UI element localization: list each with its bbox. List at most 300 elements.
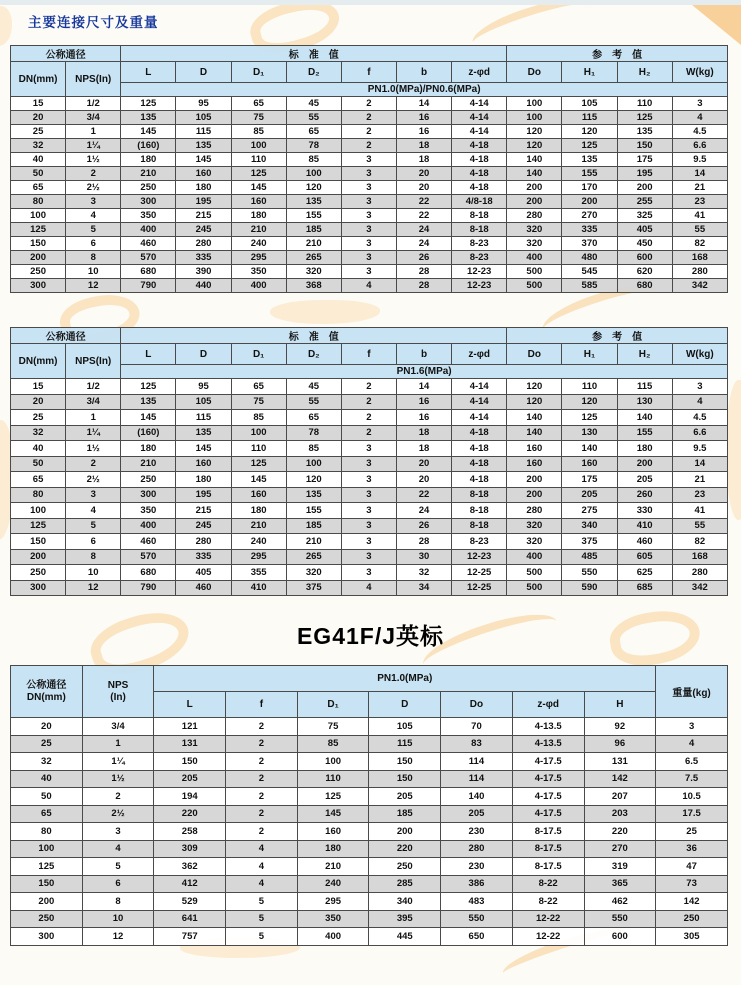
table-cell: 120 [562,394,617,410]
table-cell: 14 [396,379,451,395]
table-cell: 140 [441,788,513,806]
table-cell: 12 [66,279,121,293]
table-cell: 120 [286,472,341,488]
table-cell: 140 [617,410,672,426]
table-cell: 2 [341,97,396,111]
table-cell: 12 [82,928,154,946]
table-cell: 295 [297,893,369,911]
table-cell: 4-14 [452,394,507,410]
table-cell: 12-25 [452,565,507,581]
table-cell: 16 [396,111,451,125]
table-cell: 12-23 [452,265,507,279]
table-cell: 185 [286,518,341,534]
table-row [11,580,728,596]
table-cell: 125 [562,410,617,426]
table-cell: 145 [121,125,176,139]
col-header-dn: DN(mm) [11,344,66,379]
table-cell: 65 [231,97,286,111]
table-cell: 115 [562,111,617,125]
table-row [11,223,728,237]
table-cell: 150 [369,770,441,788]
table-cell: 168 [672,251,727,265]
table-cell: 340 [369,893,441,911]
table-cell: 230 [441,858,513,876]
table-cell: 550 [441,910,513,928]
col-header-D2: D₂ [286,344,341,365]
table-cell: 125 [11,518,66,534]
table-cell: 32 [11,139,66,153]
col-header-Do: Do [507,344,562,365]
table-cell: 120 [507,394,562,410]
table-cell: 370 [562,237,617,251]
table-cell: 550 [562,565,617,581]
table-cell: 45 [286,97,341,111]
table-cell: 245 [176,223,231,237]
table-cell: 270 [584,840,656,858]
table-cell: 350 [297,910,369,928]
table-cell: 3 [341,251,396,265]
table-cell: 14 [672,456,727,472]
table-cell: 20 [11,718,83,736]
table-cell: 8-17.5 [512,858,584,876]
table-cell: 9.5 [672,441,727,457]
table-cell: 82 [672,237,727,251]
table-cell: 95 [176,379,231,395]
table-cell: 5 [226,893,298,911]
table-cell: 12 [66,580,121,596]
table-cell: 207 [584,788,656,806]
table-cell: 6.6 [672,425,727,441]
table-cell: 155 [286,209,341,223]
table-cell: 600 [617,251,672,265]
table-header [11,328,728,379]
table-cell: 155 [286,503,341,519]
table-cell: 20 [396,167,451,181]
table-cell: 150 [11,875,83,893]
table-cell: 1/2 [66,379,121,395]
pn-rating-header [121,83,728,97]
table-cell: 250 [11,265,66,279]
table-header [11,666,728,718]
col-header-H1: H₁ [562,344,617,365]
table-cell: 320 [286,565,341,581]
table-cell: 3 [66,487,121,503]
table-cell: 300 [11,928,83,946]
table-cell: 4-17.5 [512,753,584,771]
table-cell: 40 [11,153,66,167]
table-cell: 285 [369,875,441,893]
table-cell: 205 [441,805,513,823]
table-cell: 12-23 [452,549,507,565]
table-cell: 4 [66,209,121,223]
col-header-W: W(kg) [672,344,727,365]
table-cell: 115 [176,410,231,426]
table-cell: 3 [341,195,396,209]
table-cell: 180 [231,503,286,519]
table-cell: 20 [396,181,451,195]
table-cell: 250 [656,910,728,928]
table-cell: 125 [11,858,83,876]
table-cell: 155 [617,425,672,441]
table-cell: 200 [507,195,562,209]
table-row [11,770,728,788]
table-row [11,209,728,223]
table-cell: 3 [341,518,396,534]
table-cell: 2 [82,788,154,806]
group-header-size: 公称通径 [11,46,121,62]
table-cell: 2 [226,770,298,788]
table-cell: 25 [11,735,83,753]
col-header-f: f [341,344,396,365]
col-header-dn-line2: DN(mm) [26,691,66,703]
table-cell: 220 [369,840,441,858]
pn-rating-label: PN1.0(MPa)/PN0.6(MPa) [367,84,481,95]
table-cell: 280 [507,209,562,223]
table-cell: 180 [121,441,176,457]
table-cell: 10.5 [656,788,728,806]
table-cell: 4-18 [452,139,507,153]
table-cell: 386 [441,875,513,893]
table-row [11,237,728,251]
table-cell: 4 [672,111,727,125]
table-cell: 3 [341,487,396,503]
table-cell: 205 [562,487,617,503]
table-cell: 5 [66,223,121,237]
dimensions-table-pn10 [10,45,728,293]
table-cell: 16 [396,394,451,410]
table-cell: 142 [656,893,728,911]
table-cell: 22 [396,209,451,223]
table-cell: 280 [672,265,727,279]
section-title: EG41F/J英标 [296,623,445,649]
table-cell: 135 [562,153,617,167]
table-cell: 210 [286,237,341,251]
table-row [11,718,728,736]
table-cell: 200 [369,823,441,841]
table-cell: 4-17.5 [512,770,584,788]
table-cell: 194 [154,788,226,806]
table-cell: 82 [672,534,727,550]
col-header-D2: D₂ [286,62,341,83]
table-cell: 215 [176,209,231,223]
table-body [11,97,728,293]
table-cell: 1/2 [66,97,121,111]
table-cell: 240 [231,534,286,550]
table-cell: 8-18 [452,223,507,237]
table-cell: 168 [672,549,727,565]
table-cell: 195 [176,195,231,209]
table-row [11,279,728,293]
table-cell: 4 [226,840,298,858]
table-cell: 4.5 [672,125,727,139]
table-cell: 4 [226,858,298,876]
table-cell: 410 [617,518,672,534]
table-cell: 300 [11,279,66,293]
table-cell: 5 [226,928,298,946]
table-cell: 8-23 [452,534,507,550]
table-cell: 160 [507,441,562,457]
table-cell: 2 [66,167,121,181]
table-cell: 200 [11,549,66,565]
table-cell: 135 [176,139,231,153]
table-cell: 3 [341,472,396,488]
table-cell: 4 [226,875,298,893]
col-header-nps: NPS(In) [66,344,121,379]
table-cell: 145 [297,805,369,823]
table-cell: 65 [11,472,66,488]
table-cell: 462 [584,893,656,911]
table-cell: 650 [441,928,513,946]
table-cell: 200 [562,195,617,209]
table-cell: 300 [121,487,176,503]
table-cell: 342 [672,279,727,293]
table-cell: 2 [341,125,396,139]
table-cell: 275 [562,503,617,519]
table-cell: 250 [121,472,176,488]
table-cell: 1 [66,410,121,426]
table-cell: 150 [369,753,441,771]
table-cell: 200 [507,472,562,488]
table-cell: 12-23 [452,279,507,293]
table-cell: 120 [507,125,562,139]
col-header-dn: DN(mm) [11,62,66,97]
table-cell: 130 [617,394,672,410]
table-row [11,503,728,519]
table-cell: 145 [176,153,231,167]
table-cell: 121 [154,718,226,736]
table-cell: 18 [396,425,451,441]
table-cell: 200 [11,893,83,911]
table-cell: 120 [562,125,617,139]
table-cell: 50 [11,788,83,806]
group-header-reference: 参 考 值 [507,328,728,344]
table-cell: 280 [441,840,513,858]
table-cell: 305 [656,928,728,946]
table-cell: 4-17.5 [512,788,584,806]
table-cell: 32 [11,425,66,441]
table-row [11,472,728,488]
table-cell: 200 [617,456,672,472]
table-cell: 135 [286,195,341,209]
table-cell: 4-18 [452,441,507,457]
table-cell: 140 [507,425,562,441]
table-cell: 210 [121,167,176,181]
table-cell: 295 [231,549,286,565]
table-cell: 8-17.5 [512,823,584,841]
table-cell: 210 [231,518,286,534]
group-header-standard: 标 准 值 [121,328,507,344]
table-cell: 170 [562,181,617,195]
table-cell: 24 [396,237,451,251]
table-cell: 375 [286,580,341,596]
table-cell: 280 [176,237,231,251]
table-cell: 12-25 [452,580,507,596]
table-cell: 605 [617,549,672,565]
table-row [11,910,728,928]
table-cell: 460 [176,580,231,596]
table-row [11,875,728,893]
table-cell: 320 [507,223,562,237]
table-row [11,823,728,841]
table-row [11,805,728,823]
table-cell: 73 [656,875,728,893]
table-cell: 500 [507,565,562,581]
table-cell: 16 [396,125,451,139]
pn-rating-label: PN1.6(MPa) [396,366,452,377]
table-cell: 400 [121,518,176,534]
table-cell: 4 [672,394,727,410]
table-cell: 450 [617,237,672,251]
table-cell: 240 [231,237,286,251]
table-cell: 3/4 [66,394,121,410]
table-cell: 40 [11,441,66,457]
table-cell: 4-18 [452,456,507,472]
table-cell: 585 [562,279,617,293]
table-cell: 12-22 [512,928,584,946]
table-cell: 15 [11,97,66,111]
col-header-zd: z-φd [452,344,507,365]
table-cell: 4 [656,735,728,753]
col-header-b: b [396,344,451,365]
col-header-zd: z-φd [512,692,584,718]
table-cell: 340 [562,518,617,534]
table-cell: 78 [286,425,341,441]
table-cell: 120 [286,181,341,195]
table-cell: 445 [369,928,441,946]
table-row [11,139,728,153]
table-cell: 4 [82,840,154,858]
table-cell: 28 [396,279,451,293]
table-cell: 41 [672,209,727,223]
table-cell: 21 [672,472,727,488]
table-cell: 150 [617,139,672,153]
table-cell: 485 [562,549,617,565]
table-cell: 100 [11,503,66,519]
table-cell: 2 [341,394,396,410]
table-cell: 790 [121,279,176,293]
table-cell: 8-18 [452,503,507,519]
table-cell: 14 [672,167,727,181]
col-header-weight: 重量(kg) [656,666,728,718]
table-cell: 34 [396,580,451,596]
table-cell: 115 [369,735,441,753]
table-cell: 185 [369,805,441,823]
table-cell: 125 [297,788,369,806]
table-cell: 390 [176,265,231,279]
table-cell: 215 [176,503,231,519]
table-cell: 3 [82,823,154,841]
table-cell: 2 [226,718,298,736]
table-row [11,425,728,441]
table-cell: 135 [176,425,231,441]
table-cell: 325 [617,209,672,223]
table-cell: 55 [672,223,727,237]
table-cell: 320 [286,265,341,279]
table-cell: 20 [11,111,66,125]
table-cell: 180 [176,181,231,195]
table-cell: 150 [11,534,66,550]
table-cell: 6 [66,534,121,550]
table-cell: 45 [286,379,341,395]
table-cell: 115 [617,379,672,395]
table-cell: 6 [82,875,154,893]
col-header-L: L [121,344,176,365]
col-header-D1: D₁ [231,62,286,83]
table-cell: 145 [231,472,286,488]
table-row [11,788,728,806]
table-cell: 160 [507,456,562,472]
table-cell: 400 [121,223,176,237]
table-cell: 100 [11,840,83,858]
col-header-nps-line2: (In) [110,691,126,703]
table-cell: 85 [231,410,286,426]
table-cell: 250 [369,858,441,876]
table-cell: 3 [341,153,396,167]
table-cell: 65 [286,410,341,426]
col-header-f: f [341,62,396,83]
table-cell: 6 [66,237,121,251]
table-cell: 280 [672,565,727,581]
table-cell: 230 [441,823,513,841]
table-cell: 65 [11,805,83,823]
table-cell: 1 [66,125,121,139]
table-cell: 36 [656,840,728,858]
table-cell: 17.5 [656,805,728,823]
table-cell: 85 [297,735,369,753]
col-header-f: f [226,692,298,718]
table-cell: 4-14 [452,111,507,125]
table-cell: 500 [507,580,562,596]
table-cell: 250 [11,910,83,928]
table-cell: 4.5 [672,410,727,426]
table-cell: 105 [176,111,231,125]
table-cell: 350 [121,503,176,519]
table-cell: 32 [11,753,83,771]
table-cell: 400 [231,279,286,293]
table-cell: 641 [154,910,226,928]
table-row [11,111,728,125]
table-cell: 135 [286,487,341,503]
table-cell: 10 [66,265,121,279]
table-row [11,251,728,265]
table-cell: 55 [286,394,341,410]
table-cell: 24 [396,503,451,519]
table-cell: 195 [617,167,672,181]
table-cell: 2 [226,735,298,753]
table-cell: 18 [396,153,451,167]
col-header-L: L [154,692,226,718]
table-cell: 160 [231,487,286,503]
col-header-zd: z-φd [452,62,507,83]
col-header-H: H [584,692,656,718]
table-cell: 4-18 [452,181,507,195]
table-cell: 75 [231,394,286,410]
table-cell: 3 [341,181,396,195]
table-cell: (160) [121,139,176,153]
table-row [11,394,728,410]
table-cell: 160 [231,195,286,209]
table-row [11,97,728,111]
col-header-nps-line1: NPS [107,679,129,691]
table-row [11,534,728,550]
table-cell: 460 [617,534,672,550]
table-cell: 4 [341,279,396,293]
table-cell: 140 [507,410,562,426]
table-cell: 395 [369,910,441,928]
table-row [11,518,728,534]
table-cell: 115 [176,125,231,139]
table-cell: 320 [507,237,562,251]
